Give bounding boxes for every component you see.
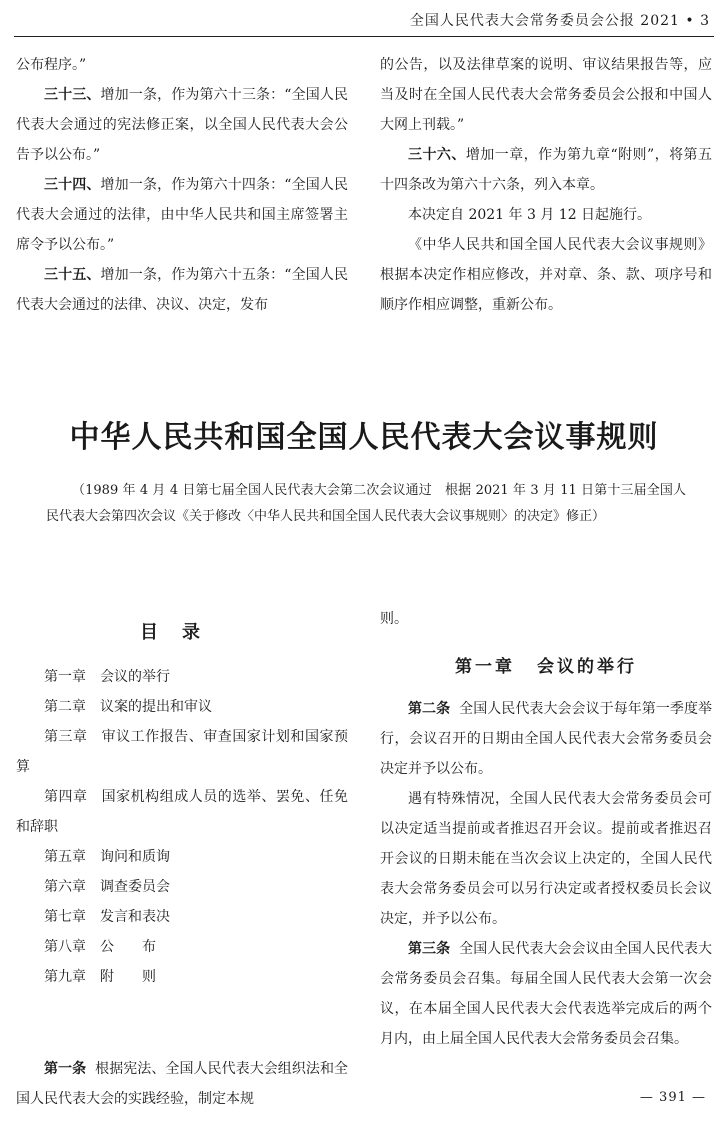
article-1-continuation: 则。: [380, 611, 408, 627]
toc-item: 第四章 国家机构组成人员的选举、罢免、任免和辞职: [16, 789, 349, 835]
paragraph: 遇有特殊情况，全国人民代表大会常务委员会可以决定适当提前或者推迟召开会议。提前或者推迟召开会议的日期未能在当次会议上决定的，全国人民代表大会常务委员会可以另行决定或者授权委员长会议决定，并予以公布。: [380, 791, 712, 927]
page-number: — 391 —: [639, 1090, 706, 1105]
toc-list: [16, 662, 348, 992]
toc-item: 第五章 询问和质询: [44, 849, 170, 865]
top-right-column: [380, 50, 712, 320]
chapter-heading: 第一章 会议的举行: [455, 657, 637, 677]
paragraph: 本决定自 2021 年 3 月 12 日起施行。: [408, 207, 652, 223]
document-subtitle: （1989 年 4 月 4 日第七届全国人民代表大会第二次会议通过 根据 2021 年 3 月 11 日第十三届全国人民代表大会第四次会议《关于修改〈中华人民共和国全国人民代表大会议事规则〉的决定》修正）: [46, 483, 686, 524]
article-2: 第二条 全国人民代表大会会议于每年第一季度举行，会议召开的日期由全国人民代表大会常务委员会决定并予以公布。: [380, 701, 713, 777]
page-header: [0, 0, 728, 36]
paragraph: 三十六、增加一章，作为第九章“附则”，将第五十四条改为第六十六条，列入本章。: [380, 147, 712, 193]
toc-item: 第三章 审议工作报告、审查国家计划和国家预算: [16, 729, 349, 775]
paragraph: 三十五、增加一条，作为第六十五条：“全国人民代表大会通过的法律、决议、决定，发布: [16, 267, 349, 313]
toc-item: 第六章 调查委员会: [44, 879, 170, 895]
toc-item: 第二章 议案的提出和审议: [44, 699, 212, 715]
top-left-column: [16, 50, 348, 320]
article-3: 第三条 全国人民代表大会会议由全国人民代表大会常务委员会召集。每届全国人民代表大会第一次会议，在本届全国人民代表大会代表选举完成后的两个月内，由上届全国人民代表大会常务委员会召集。: [380, 941, 713, 1047]
toc-item: 第八章 公 布: [44, 939, 156, 955]
journal-header: 全国人民代表大会常务委员会公报 2021 • 3: [409, 13, 710, 29]
document-title: 中华人民共和国全国人民代表大会议事规则: [69, 420, 659, 455]
paragraph: 三十四、增加一条，作为第六十四条：“全国人民代表大会通过的法律，由中华人民共和国主席签署主席令予以公布。”: [16, 177, 349, 253]
paragraph: 的公告，以及法律草案的说明、审议结果报告等，应当及时在全国人民代表大会常务委员会公报和中国人大网上刊载。”: [380, 57, 712, 133]
toc-item: 第七章 发言和表决: [44, 909, 170, 925]
article-1: [16, 1054, 348, 1114]
toc-item: 第一章 会议的举行: [44, 669, 170, 685]
toc-item: 第九章 附 则: [44, 969, 156, 985]
paragraph: 第一条 根据宪法、全国人民代表大会组织法和全国人民代表大会的实践经验，制定本规: [16, 1061, 349, 1107]
header-rule: [14, 36, 714, 37]
paragraph: 《中华人民共和国全国人民代表大会议事规则》根据本决定作相应修改，并对章、条、款、项序号和顺序作相应调整，重新公布。: [380, 237, 712, 313]
paragraph: 公布程序。”: [16, 57, 87, 73]
paragraph: 三十三、增加一条，作为第六十三条：“全国人民代表大会通过的宪法修正案，以全国人民代表大会公告予以公布。”: [16, 87, 349, 163]
bottom-right-column: [380, 604, 712, 1054]
toc-title: 目录: [140, 622, 224, 643]
